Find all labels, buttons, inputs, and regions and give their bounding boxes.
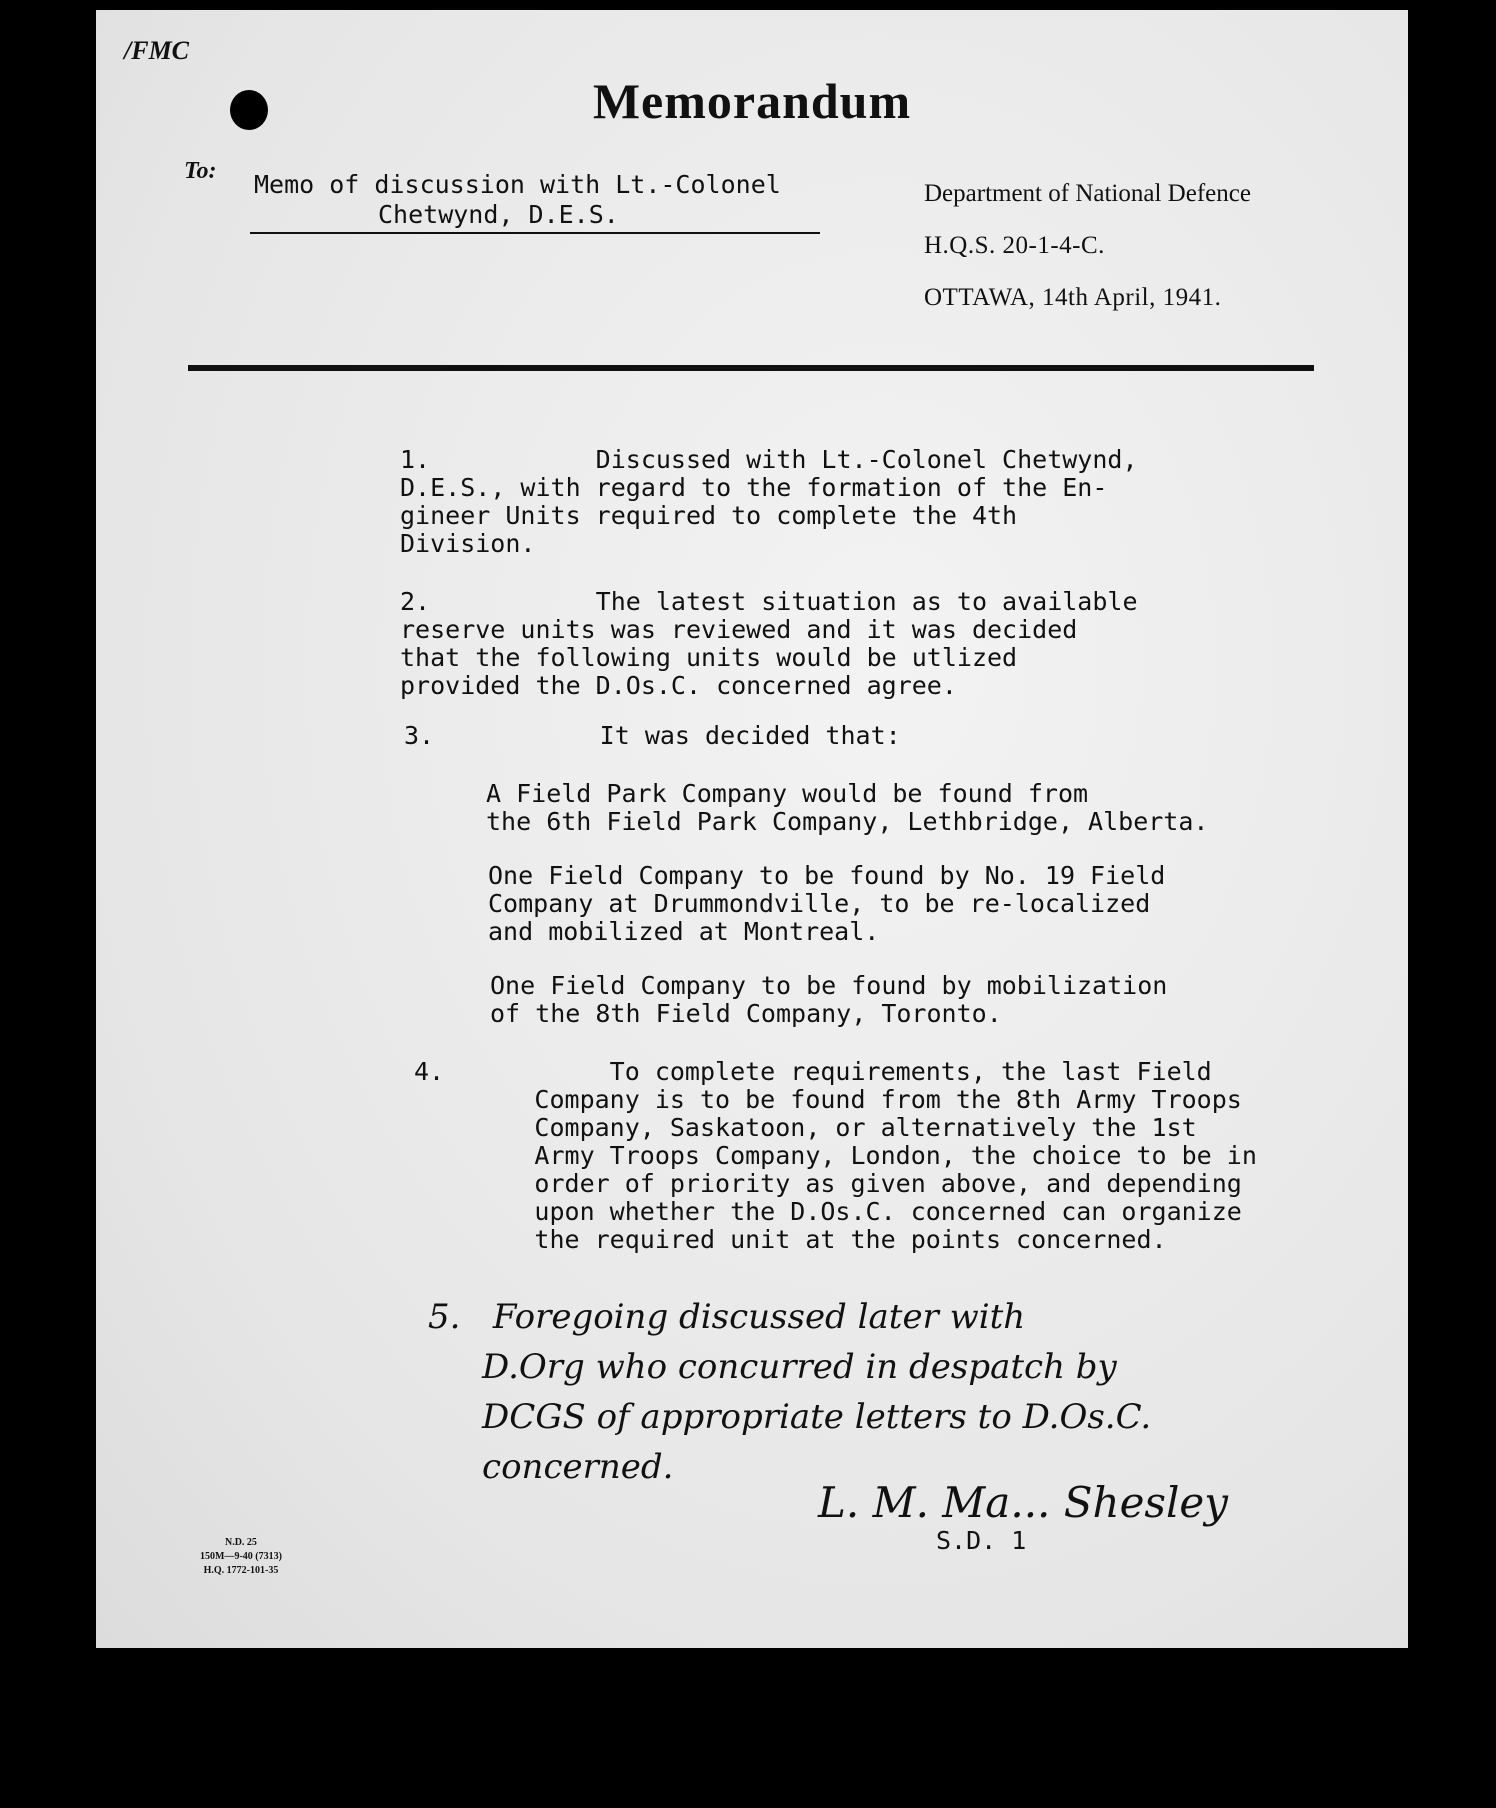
memo-page (96, 10, 1408, 1648)
form-number-line-3: H.Q. 1772-101-35 (203, 1565, 279, 1576)
place-date: OTTAWA, 14th April, 1941. (924, 284, 1222, 311)
to-line-1: Memo of discussion with Lt.-Colonel (254, 170, 781, 199)
file-reference: H.Q.S. 20-1-4-C. (924, 232, 1105, 259)
department-name: Department of National Defence (924, 180, 1251, 207)
signature-title: S.D. 1 (936, 1526, 1027, 1555)
paragraph-3-item-1: A Field Park Company would be found from the 6th Field Park Company, Lethbridge, Alberta. (486, 779, 1209, 836)
paragraph-1: 1. Discussed with Lt.-Colonel Chetwynd, D.E.S., with regard to the formation of the En- gineer Units required to complete the 4th Division. (400, 445, 1138, 558)
header-divider (188, 365, 1314, 371)
paragraph-4: 4. To complete requirements, the last Field Company is to be found from the 8th Army Troops Company, Saskatoon, or alternatively the 1st Army Troops Company, London, the choice to be in order of priority as given above, and depending upon whether the D.Os.C. concerned can organize the required unit at the points concerned. (414, 1057, 1257, 1254)
handwritten-note: 5. Foregoing discussed later with D.Org who concurred in despatch by DCGS of appropriate letters to D.Os.C. concerned. (428, 1297, 1152, 1487)
to-label: To: (184, 158, 217, 184)
to-line-2: Chetwynd, D.E.S. (378, 200, 619, 229)
paragraph-3: 3. It was decided that: (404, 721, 901, 750)
form-number-line-2: 150M—9-40 (7313) (200, 1551, 282, 1562)
to-underline (250, 232, 820, 234)
corner-mark: /FMC (124, 36, 190, 65)
paragraph-3-item-2: One Field Company to be found by No. 19 Field Company at Drummondville, to be re-localized and mobilized at Montreal. (488, 861, 1166, 946)
form-number-line-1: N.D. 25 (224, 1537, 257, 1548)
page-title: Memorandum (592, 73, 912, 129)
form-number (200, 1536, 282, 1578)
paragraph-2: 2. The latest situation as to available reserve units was reviewed and it was decided that the following units would be utlized provided the D.Os.C. concerned agree. (400, 587, 1138, 700)
signature: L. M. Ma... Shesley (818, 1478, 1228, 1527)
paragraph-3-item-3: One Field Company to be found by mobilization of the 8th Field Company, Toronto. (490, 971, 1168, 1028)
